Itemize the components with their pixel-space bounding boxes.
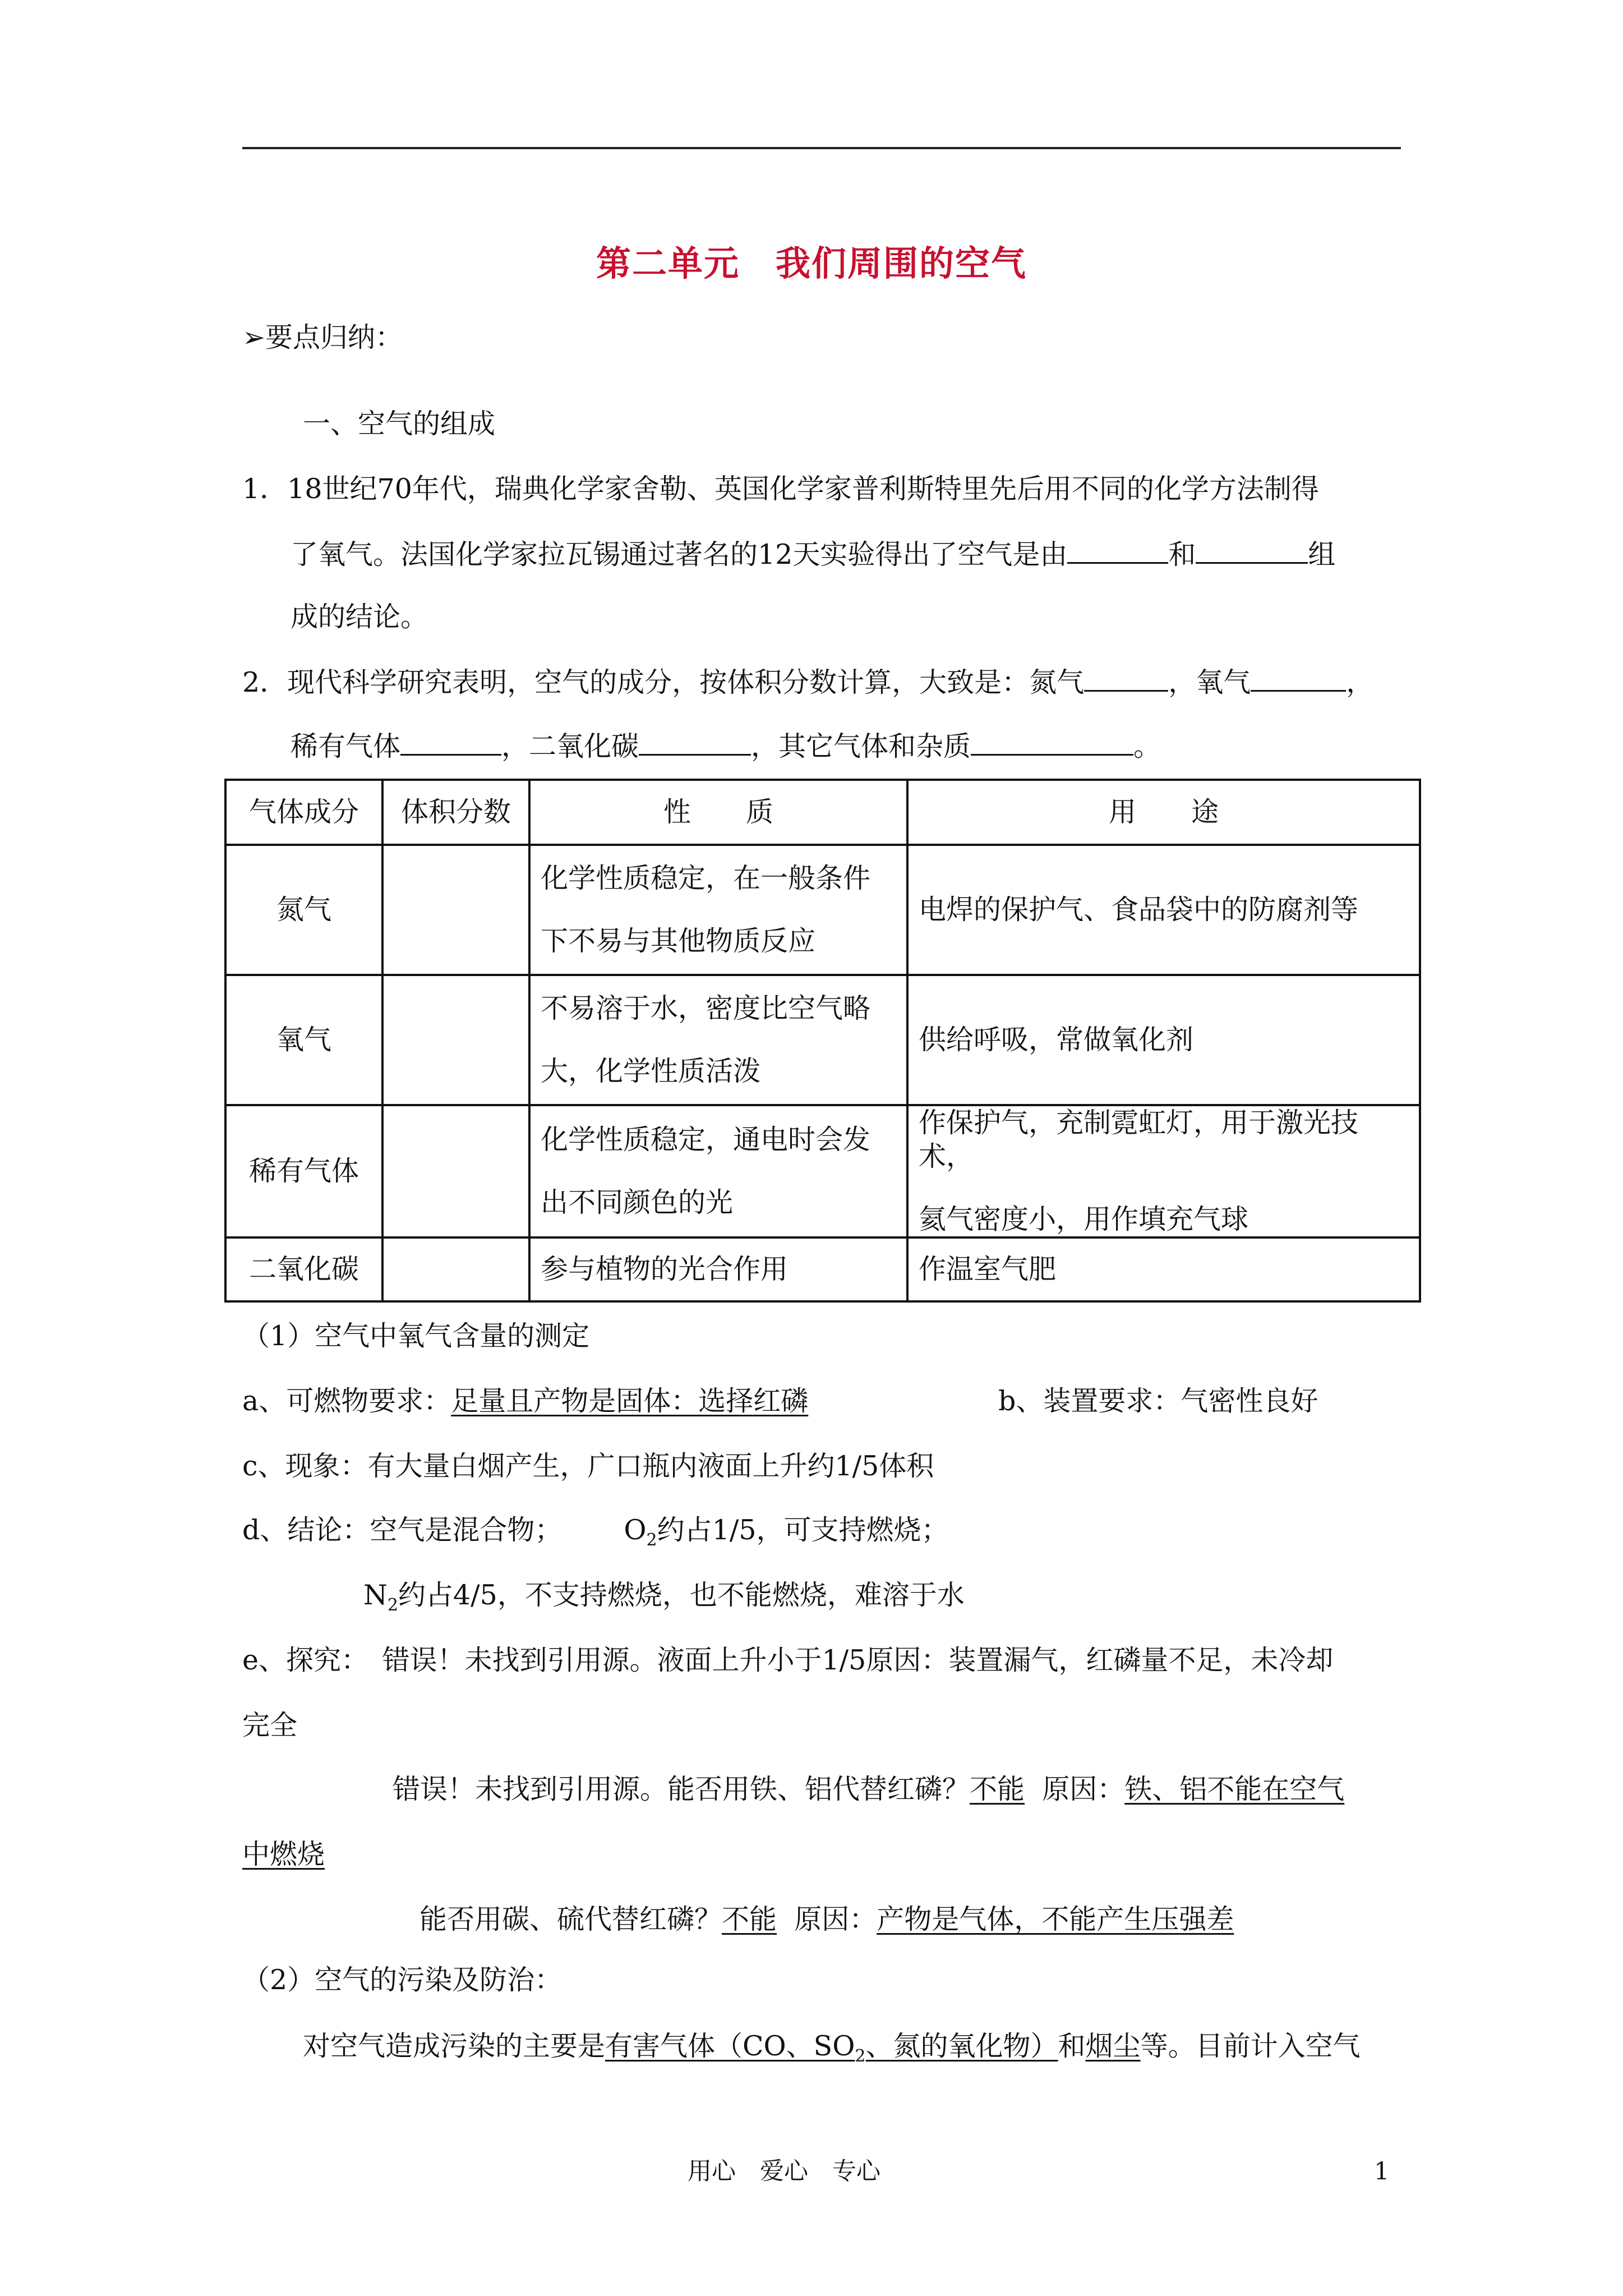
measure-e-q2-cont: 中燃烧 bbox=[242, 1838, 325, 1870]
p2-line2: 稀有气体 ，二氧化碳 ，其它气体和杂质 。 bbox=[291, 730, 1161, 762]
blank-oxygen bbox=[1251, 665, 1346, 692]
footer-motto: 用心 爱心 专心 bbox=[688, 2157, 880, 2185]
measure-c: c、现象：有大量白烟产生，广口瓶内液面上升约1/5体积 bbox=[242, 1450, 934, 1482]
cell-use: 作温室气肥 bbox=[907, 1237, 1420, 1301]
cell-use: 作保护气，充制霓虹灯，用于激光技术， 氦气密度小，用作填充气球 bbox=[907, 1105, 1420, 1237]
cell-fraction bbox=[382, 1105, 529, 1237]
cell-fraction bbox=[382, 975, 529, 1105]
header-rule bbox=[242, 147, 1401, 149]
cell-gas: 氮气 bbox=[225, 845, 382, 975]
measure-a: a、可燃物要求：足量且产物是固体：选择红磷 bbox=[242, 1385, 809, 1417]
cell-property: 参与植物的光合作用 bbox=[529, 1237, 907, 1301]
part1-heading: 一、空气的组成 bbox=[303, 408, 496, 440]
p2-line1: 2．现代科学研究表明，空气的成分，按体积分数计算，大致是：氮气 ，氧气 ， bbox=[242, 666, 1374, 698]
page-title: 第二单元 我们周围的空气 bbox=[596, 243, 1027, 284]
header-fraction: 体积分数 bbox=[382, 780, 529, 845]
cell-gas: 稀有气体 bbox=[225, 1105, 382, 1237]
measure-b: b、装置要求：气密性良好 bbox=[998, 1385, 1318, 1417]
blank-others bbox=[971, 729, 1133, 756]
page-number: 1 bbox=[1374, 2157, 1390, 2185]
table-header-row bbox=[225, 780, 1420, 845]
measure-e-q2: 错误！未找到引用源。能否用铁、铝代替红磷？不能 原因：铁、铝不能在空气 bbox=[393, 1773, 1345, 1805]
gas-table bbox=[224, 779, 1421, 1303]
measure-e-line1: e、探究： 错误！未找到引用源。液面上升小于1/5原因：装置漏气，红磷量不足，未冷却 bbox=[242, 1644, 1334, 1676]
blank-1 bbox=[1067, 537, 1168, 564]
table-row bbox=[225, 845, 1420, 975]
table-row bbox=[225, 975, 1420, 1105]
cell-use: 供给呼吸，常做氧化剂 bbox=[907, 975, 1420, 1105]
cell-property: 不易溶于水，密度比空气略 大，化学性质活泼 bbox=[529, 975, 907, 1105]
blank-2 bbox=[1196, 537, 1308, 564]
cell-fraction bbox=[382, 845, 529, 975]
p1-line1: 1．18世纪70年代，瑞典化学家舍勒、英国化学家普利斯特里先后用不同的化学方法制得 bbox=[242, 473, 1319, 505]
table-row bbox=[225, 1237, 1420, 1301]
pollution-heading: （2）空气的污染及防治： bbox=[242, 1964, 562, 1996]
measure-heading: （1）空气中氧气含量的测定 bbox=[242, 1320, 590, 1352]
cell-property: 化学性质稳定，通电时会发 出不同颜色的光 bbox=[529, 1105, 907, 1237]
header-gas: 气体成分 bbox=[225, 780, 382, 845]
cell-fraction bbox=[382, 1237, 529, 1301]
cell-property: 化学性质稳定，在一般条件 下不易与其他物质反应 bbox=[529, 845, 907, 975]
measure-d-line2: $N_2$约占4/5，不支持燃烧，也不能燃烧，难溶于水 bbox=[363, 1579, 965, 1615]
p1-line2: 了氧气。法国化学家拉瓦锡通过著名的12天实验得出了空气是由 和 组 bbox=[291, 539, 1336, 570]
cell-use: 电焊的保护气、食品袋中的防腐剂等 bbox=[907, 845, 1420, 975]
cell-gas: 二氧化碳 bbox=[225, 1237, 382, 1301]
table-row bbox=[225, 1105, 1420, 1237]
measure-e-q3: 能否用碳、硫代替红磷？不能 原因：产物是气体，不能产生压强差 bbox=[419, 1903, 1234, 1935]
p1-line3: 成的结论。 bbox=[291, 601, 428, 633]
blank-co2 bbox=[639, 729, 751, 756]
header-property: 性 质 bbox=[529, 780, 907, 845]
header-use: 用 途 bbox=[907, 780, 1420, 845]
measure-e-line2: 完全 bbox=[242, 1709, 298, 1741]
pollution-text: 对空气造成污染的主要是有害气体（CO、$SO_2$、氮的氧化物）和烟尘等。目前计入空气 bbox=[303, 2030, 1361, 2066]
blank-nitrogen bbox=[1084, 665, 1168, 692]
blank-noble bbox=[400, 729, 501, 756]
section-heading: ➢要点归纳： bbox=[242, 321, 403, 353]
cell-gas: 氧气 bbox=[225, 975, 382, 1105]
measure-d-line1: d、结论：空气是混合物； $O_2$约占1/5，可支持燃烧； bbox=[242, 1514, 949, 1550]
